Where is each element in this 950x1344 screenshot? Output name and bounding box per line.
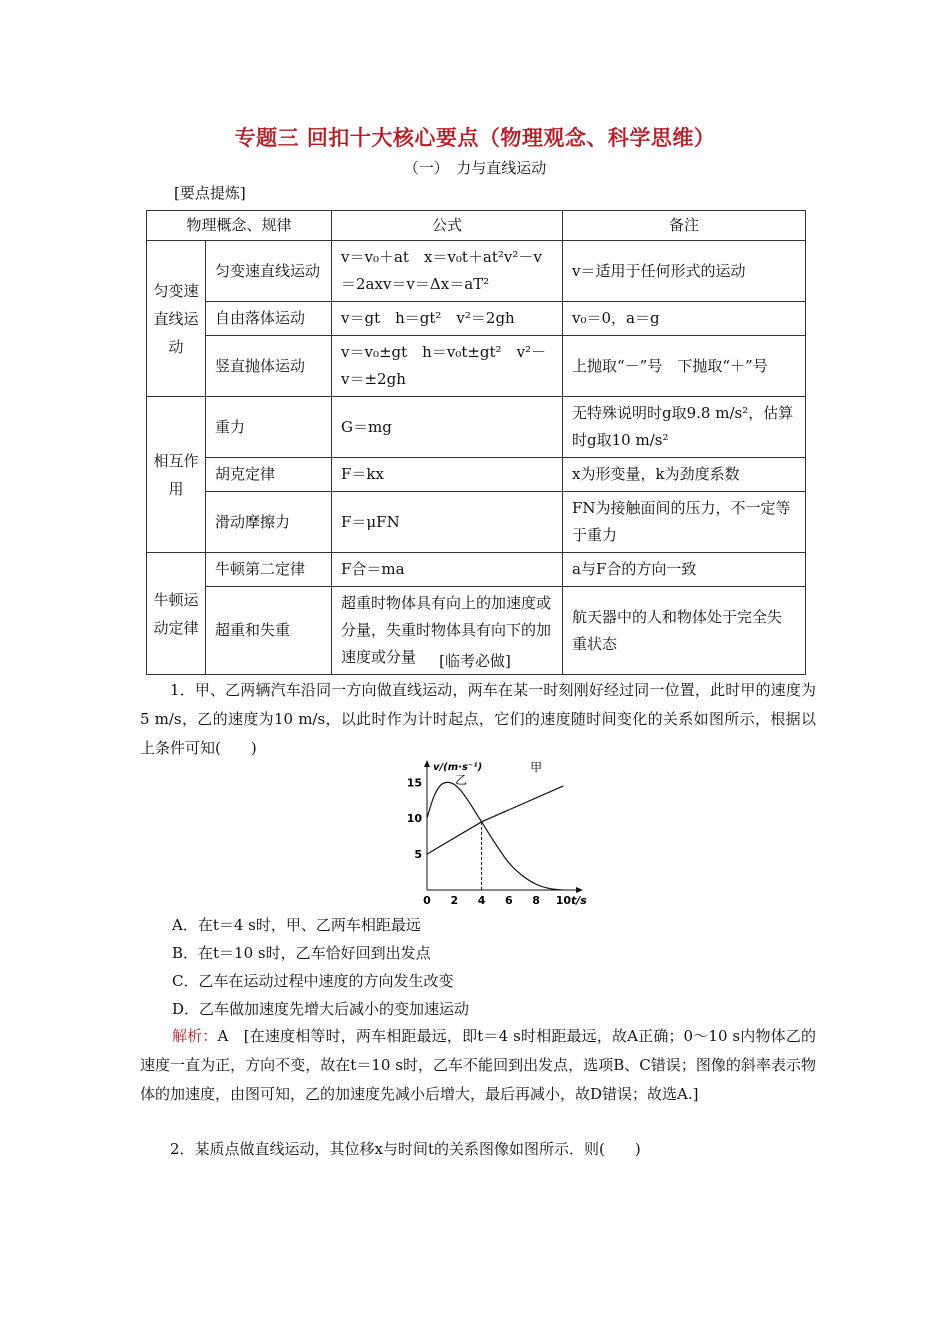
series-label: 乙 — [455, 772, 468, 787]
table-row — [147, 241, 806, 302]
velocity-time-chart — [385, 758, 585, 908]
row-formula: G＝mg — [332, 397, 563, 458]
option-d: D．乙车做加速度先增大后减小的变加速运动 — [172, 1000, 470, 1018]
row-formula: F合＝ma — [332, 553, 563, 587]
table-header: 备注 — [563, 211, 806, 241]
row-name: 超重和失重 — [206, 587, 332, 675]
row-formula: F＝kx — [332, 458, 563, 492]
x-tick-label: 0 — [423, 894, 431, 907]
row-note: FN为接触面间的压力，不一定等于重力 — [563, 492, 806, 553]
row-formula: v＝v₀±gt h＝v₀t±gt² v²－v＝±2gh — [332, 336, 563, 397]
reference-table — [146, 210, 806, 675]
y-axis-arrow — [424, 760, 430, 767]
table-header: 物理概念、规律 — [147, 211, 332, 241]
row-name: 匀变速直线运动 — [206, 241, 332, 302]
table-row — [147, 302, 806, 336]
option-c: C．乙车在运动过程中速度的方向发生改变 — [172, 972, 454, 990]
table-row — [147, 336, 806, 397]
analysis-label: 解析： — [172, 1027, 218, 1045]
group-label: 相互作用 — [147, 397, 206, 553]
table-row — [147, 553, 806, 587]
series-line-1 — [427, 782, 563, 890]
x-tick-label: 4 — [477, 894, 486, 907]
x-axis-label: t/s — [571, 894, 587, 907]
analysis-text: A [在速度相等时，两车相距最远，即t＝4 s时相距最远，故A正确；0～10 s内物体乙的速度一直为正，方向不变，故在t＝10 s时，乙车不能回到出发点，选项B、C错误；图像的斜率表示物体的加速度，由图可知，乙的加速度先减小后增大，最后再减小，故D错误；故选A.] — [140, 1027, 816, 1103]
row-note: v₀＝0，a＝g — [563, 302, 806, 336]
row-note: a与F合的方向一致 — [563, 553, 806, 587]
row-note: v＝适用于任何形式的运动 — [563, 241, 806, 302]
row-name: 牛顿第二定律 — [206, 553, 332, 587]
x-tick-label: 2 — [450, 894, 459, 907]
group-label: 匀变速直线运动 — [147, 241, 206, 397]
x-tick-label: 10 — [555, 894, 572, 907]
analysis-block — [140, 1022, 816, 1109]
section-key-points: [要点提炼] — [174, 184, 246, 202]
table-row — [147, 397, 806, 458]
row-name: 重力 — [206, 397, 332, 458]
row-note: x为形变量，k为劲度系数 — [563, 458, 806, 492]
table-header-row — [147, 211, 806, 241]
option-a: A．在t＝4 s时，甲、乙两车相距最远 — [172, 916, 421, 934]
x-tick-label: 6 — [504, 894, 513, 907]
page-title: 专题三 回扣十大核心要点（物理观念、科学思维） — [234, 125, 716, 150]
page-subtitle: （一） 力与直线运动 — [403, 159, 547, 177]
row-name: 滑动摩擦力 — [206, 492, 332, 553]
row-note: 航天器中的人和物体处于完全失重状态 — [563, 587, 806, 675]
row-formula: v＝v₀＋at x＝v₀t＋at²v²－v＝2axv＝v＝Δx＝aT² — [332, 241, 563, 302]
y-axis-label: v/(m·s⁻¹) — [433, 762, 483, 773]
row-name: 自由落体运动 — [206, 302, 332, 336]
row-formula: 超重时物体具有向上的加速度或分量，失重时物体具有向下的加速度或分量 — [332, 587, 563, 675]
x-tick-label: 8 — [532, 894, 540, 907]
row-note: 无特殊说明时g取9.8 m/s²，估算时g取10 m/s² — [563, 397, 806, 458]
y-tick-label: 5 — [414, 848, 422, 862]
series-label: 甲 — [530, 760, 543, 775]
row-name: 竖直抛体运动 — [206, 336, 332, 397]
table-header: 公式 — [332, 211, 563, 241]
row-name: 胡克定律 — [206, 458, 332, 492]
section-exam: [临考必做] — [439, 652, 511, 670]
y-tick-label: 15 — [406, 776, 422, 790]
row-formula: F＝μFN — [332, 492, 563, 553]
y-tick-label: 10 — [406, 812, 422, 826]
x-axis-arrow — [576, 887, 583, 893]
table-row — [147, 458, 806, 492]
row-formula: v＝gt h＝gt² v²＝2gh — [332, 302, 563, 336]
question-2-stem: 2．某质点做直线运动，其位移x与时间t的关系图像如图所示．则( ) — [170, 1140, 641, 1158]
group-label: 牛顿运动定律 — [147, 553, 206, 675]
row-note: 上抛取“－”号 下抛取“＋”号 — [563, 336, 806, 397]
table-row — [147, 492, 806, 553]
option-b: B．在t＝10 s时，乙车恰好回到出发点 — [172, 944, 431, 962]
question-1-stem: 1．甲、乙两辆汽车沿同一方向做直线运动，两车在某一时刻刚好经过同一位置，此时甲的速度为5 m/s，乙的速度为10 m/s，以此时作为计时起点，它们的速度随时间变化的关系如图所示，根据以上条件可知( ) — [140, 681, 816, 757]
